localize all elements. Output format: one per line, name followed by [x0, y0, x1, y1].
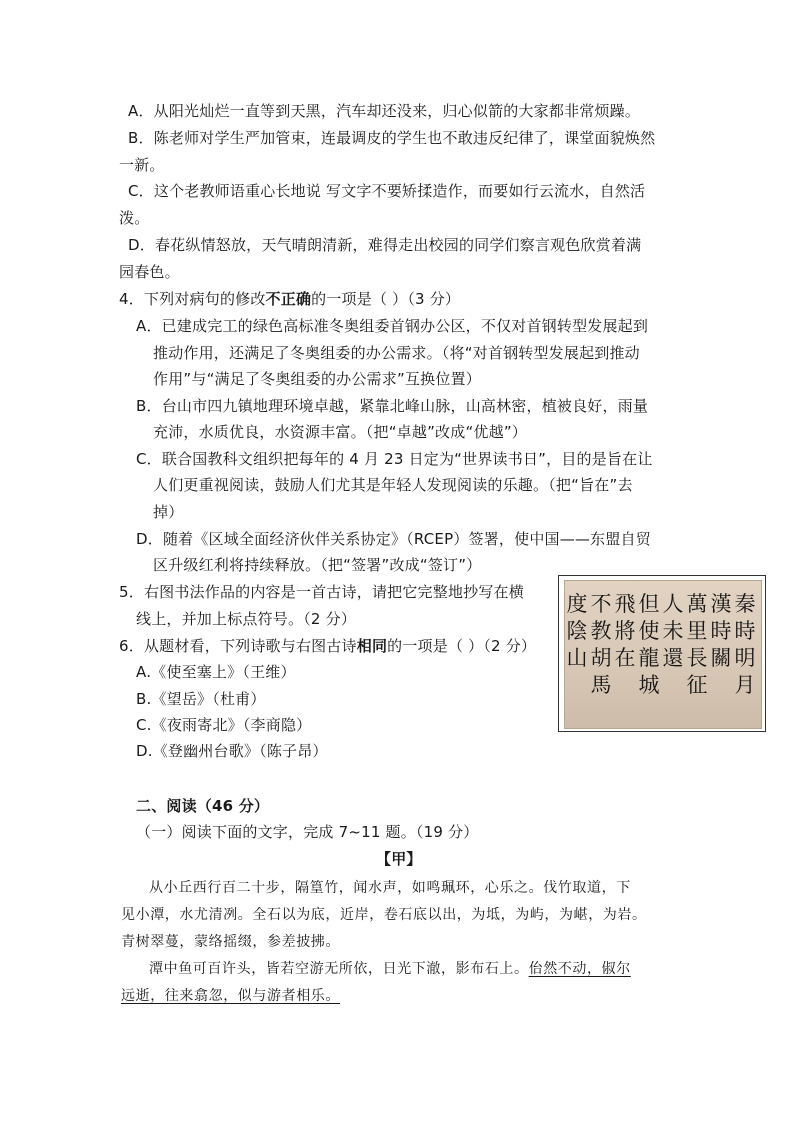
q6-option-a: A.《使至塞上》（王维） [136, 663, 296, 681]
q4-option-b-line2: 充沛，水质优良，水资源丰富。（把“卓越”改成“优越”） [153, 423, 527, 441]
q4-option-c-line3: 掉） [153, 503, 184, 521]
q4-option-a-line2: 推动作用，还满足了冬奥组委的办公需求。（将“对首钢转型发展起到推动 [153, 344, 640, 362]
q4-stem-pre: 4．下列对病句的修改 [119, 290, 266, 308]
section-title: 二、阅读（46 分） [136, 797, 270, 815]
passage-p2-plain: 潭中鱼可百许头，皆若空游无所依，日光下澈，影布石上。 [149, 961, 529, 977]
passage-p2-underlined-start: 佁然不动，俶尔 [528, 961, 631, 977]
q3-option-c-line1: C．这个老教师语重心长地说 写文字不要矫揉造作，而要如行云流水，自然活 [128, 182, 646, 200]
q3-option-c-line2: 泼。 [119, 209, 150, 227]
calligraphy-column-8: 度陰山 [566, 592, 588, 670]
q3-option-b-line2: 一新。 [119, 156, 165, 174]
q3-option-d-line2: 园春色。 [119, 263, 180, 281]
calligraphy-column-2: 漢時關 [710, 592, 732, 670]
calligraphy-column-5: 但使龍城 [638, 592, 660, 697]
calligraphy-column-6: 飛將在 [614, 592, 636, 670]
calligraphy-column-4: 人未還 [662, 592, 684, 670]
section-part-instruction: （一）阅读下面的文字，完成 7~11 题。（19 分） [136, 823, 479, 841]
q6-option-d: D.《登幽州台歌》（陈子昂） [136, 742, 328, 760]
calligraphy-column-7: 不教胡馬 [590, 592, 612, 697]
q4-option-a-line3: 作用”与“满足了冬奥组委的办公需求”互换位置） [153, 370, 481, 388]
q5-line1: 5．右图书法作品的内容是一首古诗，请把它完整地抄写在横 [119, 583, 524, 601]
q4-stem-emphasis: 不正确 [265, 290, 312, 308]
q4-stem [119, 289, 460, 309]
q4-option-c-line1: C．联合国教科文组织把每年的 4 月 23 日定为“世界读书日”，目的是旨在让 [136, 450, 653, 468]
passage-p2-line1 [149, 959, 631, 979]
q3-option-d-line1: D．春花纵情怒放，天气晴朗清新，难得走出校园的同学们察言观色欣赏着满 [128, 236, 642, 254]
q6-stem [119, 636, 536, 656]
q6-stem-pre: 6．从题材看，下列诗歌与右图古诗 [119, 637, 357, 655]
passage-label-jia: 【甲】 [376, 850, 422, 868]
calligraphy-column-1: 秦時明月 [734, 592, 756, 697]
q4-option-b-line1: B．台山市四九镇地理环境卓越，紧靠北峰山脉，山高林密，植被良好，雨量 [136, 397, 649, 415]
q5-line2: 线上，并加上标点符号。（2 分） [136, 610, 357, 628]
q6-option-b: B.《望岳》（杜甫） [136, 690, 266, 708]
q3-option-a: A．从阳光灿烂一直等到天黑，汽车却还没来，归心似箭的大家都非常烦躁。 [128, 102, 641, 120]
calligraphy-image [558, 575, 766, 732]
q6-stem-emphasis: 相同 [356, 637, 388, 655]
q4-option-c-line2: 人们更重视阅读，鼓励人们尤其是年轻人发现阅读的乐趣。（把“旨在”去 [153, 476, 633, 494]
passage-p1-line2: 见小潭，水尤清冽。全石以为底，近岸，卷石底以出，为坻，为屿，为嵁，为岩。 [121, 907, 647, 923]
passage-p1-line3: 青树翠蔓，蒙络摇缀，参差披拂。 [121, 934, 340, 950]
calligraphy-paper [564, 580, 762, 729]
q4-option-d-line2: 区升级红利将持续释放。（把“签署”改成“签订”） [153, 556, 482, 574]
q4-option-d-line1: D．随着《区域全面经济伙伴关系协定》（RCEP）签署，使中国——东盟自贸 [136, 530, 651, 548]
q6-option-c: C.《夜雨寄北》（李商隐） [136, 716, 312, 734]
calligraphy-column-3: 萬里長征 [686, 592, 708, 697]
q3-option-b-line1: B．陈老师对学生严加管束，连最调皮的学生也不敢违反纪律了，课堂面貌焕然 [128, 129, 656, 147]
passage-p1-line1: 从小丘西行百二十步，隔篁竹，闻水声，如鸣珮环，心乐之。伐竹取道，下 [149, 880, 631, 896]
q4-option-a-line1: A．已建成完工的绿色高标准冬奥组委首钢办公区，不仅对首钢转型发展起到 [136, 317, 649, 335]
passage-p2-line2-underlined: 远逝，往来翕忽，似与游者相乐。 [121, 988, 340, 1004]
q6-stem-post: 的一项是（ ）（2 分） [387, 637, 537, 655]
q4-stem-post: 的一项是（ ）（3 分） [311, 290, 461, 308]
